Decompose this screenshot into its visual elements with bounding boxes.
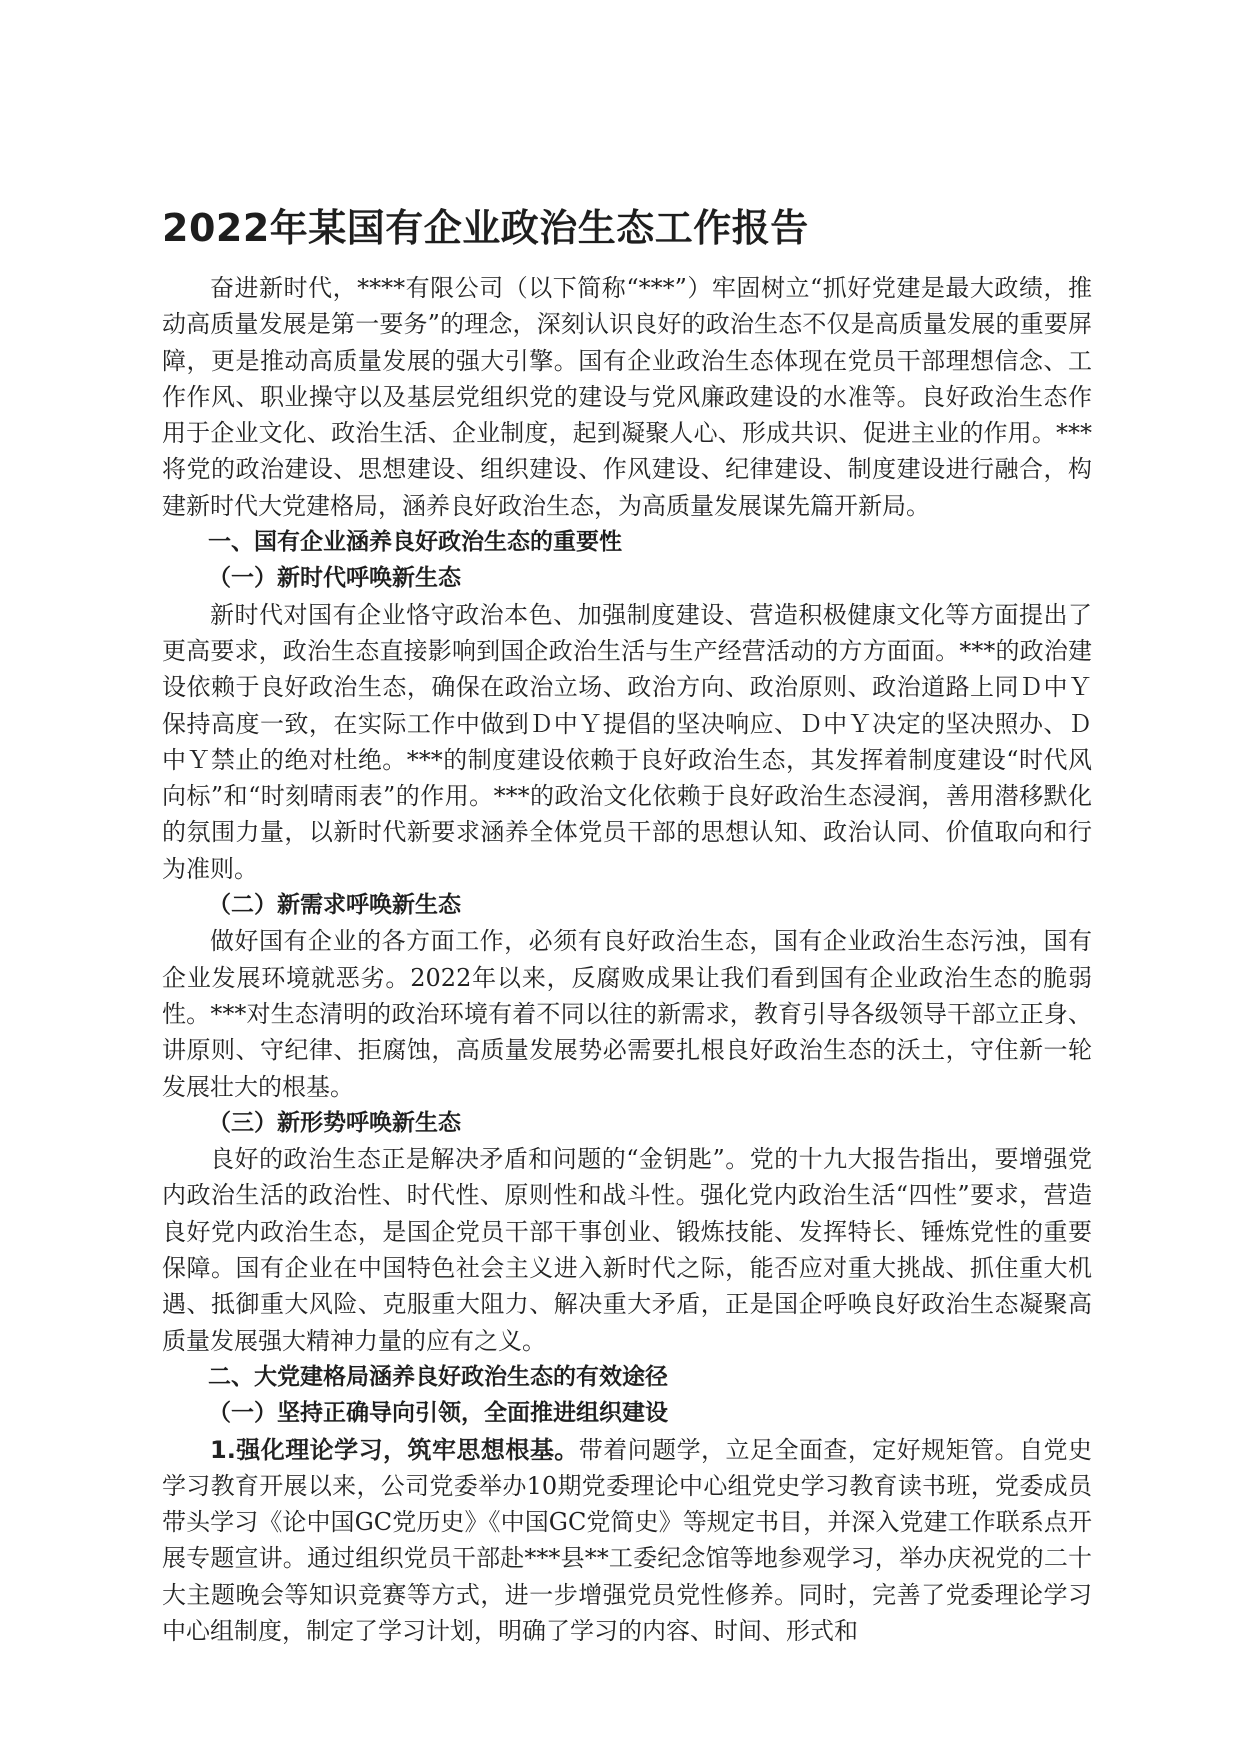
section-1-1-heading: （一）新时代呼唤新生态 (208, 565, 461, 592)
section-1-3-paragraph: 良好的政治生态正是解决矛盾和问题的“金钥匙”。党的十九大报告指出，要增强党内政治生活的政治性、时代性、原则性和战斗性。强化党内政治生活“四性”要求，营造良好党内政治生态，是国企党员干部干事创业、锻炼技能、发挥特长、锤炼党性的重要保障。国有企业在中国特色社会主义进入新时代之际，能否应对重大挑战、抓住重大机遇、抵御重大风险、克服重大阻力、解决重大矛盾，正是国企呼唤良好政治生态凝聚高质量发展强大精神力量的应有之义。 (162, 1145, 1092, 1355)
section-1-2-heading: （二）新需求呼唤新生态 (208, 892, 461, 919)
item-1-body: 带着问题学，立足全面查，定好规矩管。自党史学习教育开展以来，公司党委举办10期党委理论中心组党史学习教育读书班，党委成员带头学习《论中国GC党历史》《中国GC党简史》等规定书目，并深入党建工作联系点开展专题宣讲。通过组织党员干部赴***县**工委纪念馆等地参观学习，举办庆祝党的二十大主题晚会等知识竞赛等方式，进一步增强党员党性修养。同时，完善了党委理论学习中心组制度，制定了学习计划，明确了学习的内容、时间、形式和 (162, 1435, 1092, 1645)
document-page (162, 200, 1092, 1649)
item-1-lead: 1.强化理论学习，筑牢思想根基。 (210, 1435, 579, 1464)
section-2-1-item-1-paragraph (162, 1432, 1092, 1650)
section-2-heading: 二、大党建格局涵养良好政治生态的有效途径 (208, 1363, 668, 1390)
section-1-heading: 一、国有企业涵养良好政治生态的重要性 (208, 529, 622, 556)
intro-paragraph: 奋进新时代，****有限公司（以下简称“***”）牢固树立“抓好党建是最大政绩，推动高质量发展是第一要务”的理念，深刻认识良好的政治生态不仅是高质量发展的重要屏障，更是推动高质量发展的强大引擎。国有企业政治生态体现在党员干部理想信念、工作作风、职业操守以及基层党组织党的建设与党风廉政建设的水准等。良好政治生态作用于企业文化、政治生活、企业制度，起到凝聚人心、形成共识、促进主业的作用。***将党的政治建设、思想建设、组织建设、作风建设、纪律建设、制度建设进行融合，构建新时代大党建格局，涵养良好政治生态，为高质量发展谋先篇开新局。 (162, 274, 1092, 520)
section-1-2-paragraph: 做好国有企业的各方面工作，必须有良好政治生态，国有企业政治生态污浊，国有企业发展环境就恶劣。2022年以来，反腐败成果让我们看到国有企业政治生态的脆弱性。***对生态清明的政治环境有着不同以往的新需求，教育引导各级领导干部立正身、讲原则、守纪律、拒腐蚀，高质量发展势必需要扎根良好政治生态的沃土，守住新一轮发展壮大的根基。 (162, 927, 1092, 1101)
section-1-1-paragraph: 新时代对国有企业恪守政治本色、加强制度建设、营造积极健康文化等方面提出了更高要求，政治生态直接影响到国企政治生活与生产经营活动的方方面面。***的政治建设依赖于良好政治生态，确保在政治立场、政治方向、政治原则、政治道路上同Ｄ中Ｙ保持高度一致，在实际工作中做到Ｄ中Ｙ提倡的坚决响应、Ｄ中Ｙ决定的坚决照办、Ｄ中Ｙ禁止的绝对杜绝。***的制度建设依赖于良好政治生态，其发挥着制度建设“时代风向标”和“时刻晴雨表”的作用。***的政治文化依赖于良好政治生态浸润，善用潜移默化的氛围力量，以新时代新要求涵养全体党员干部的思想认知、政治认同、价值取向和行为准则。 (162, 600, 1092, 883)
document-title: 2022年某国有企业政治生态工作报告 (162, 206, 809, 250)
section-2-1-heading: （一）坚持正确导向引领，全面推进组织建设 (208, 1400, 668, 1427)
section-1-3-heading: （三）新形势呼唤新生态 (208, 1109, 461, 1136)
